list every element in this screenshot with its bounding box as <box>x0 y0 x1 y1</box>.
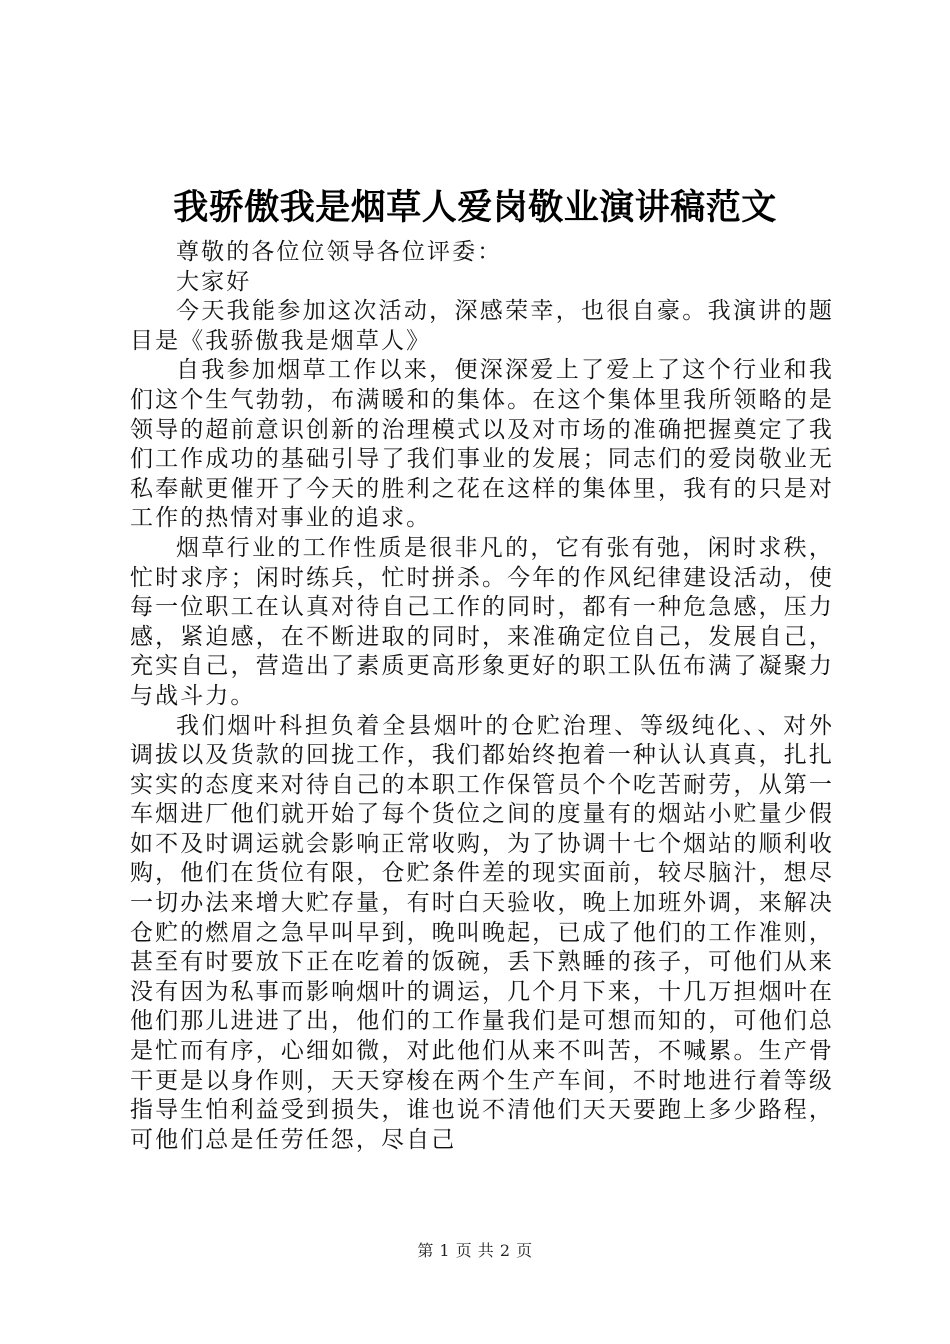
page-footer: 第 1 页 共 2 页 <box>417 1241 533 1260</box>
salutation: 尊敬的各位位领导各位评委： <box>176 239 503 265</box>
paragraph: 烟草行业的工作性质是很非凡的，它有张有弛，闲时求秩，忙时求序；闲时练兵，忙时拼杀。今年的作风纪律建设活动，使每一位职工在认真对待自己工作的同时，都有一种危急感，压力感，紧迫感，在不断进取的同时，来准确定位自己，发展自己，充实自己，营造出了素质更高形象更好的职工队伍布满了凝聚力与战斗力。 <box>130 534 834 709</box>
greeting: 大家好 <box>176 268 252 295</box>
document-body <box>130 238 834 1155</box>
paragraph: 我们烟叶科担负着全县烟叶的仓贮治理、等级纯化、、对外调拔以及货款的回拢工作，我们都始终抱着一种认认真真，扎扎实实的态度来对待自己的本职工作保管员个个吃苦耐劳，从第一车烟进厂他们就开始了每个货位之间的度量有的烟站小贮量少假如不及时调运就会影响正常收购，为了协调十七个烟站的顺利收购，他们在货位有限，仓贮条件差的现实面前，较尽脑汁，想尽一切办法来增大贮存量，有时白天验收，晚上加班外调，来解决仓贮的燃眉之急早叫早到，晚叫晚起，已成了他们的工作准则，甚至有时要放下正在吃着的饭碗，丢下熟睡的孩子，可他们从来没有因为私事而影响烟叶的调运，几个月下来，十几万担烟叶在他们那儿进进了出，他们的工作量我们是可想而知的，可他们总是忙而有序，心细如微，对此他们从来不叫苦，不喊累。生产骨干更是以身作则，天天穿梭在两个生产车间，不时地进行着等级指导生怕利益受到损失，谁也说不清他们天天要跑上多少路程，可他们总是任劳任怨，尽自己 <box>130 712 834 1153</box>
paragraph: 自我参加烟草工作以来，便深深爱上了爱上了这个行业和我们这个生气勃勃，布满暖和的集体。在这个集体里我所领略的是领导的超前意识创新的治理模式以及对市场的准确把握奠定了我们工作成功的基础引导了我们事业的发展；同志们的爱岗敬业无私奉献更催开了今天的胜利之花在这样的集体里，我有的只是对工作的热情对事业的追求。 <box>130 357 834 532</box>
document-title: 我骄傲我是烟草人爱岗敬业演讲稿范文 <box>173 187 777 228</box>
paragraph: 今天我能参加这次活动，深感荣幸，也很自豪。我演讲的题目是《我骄傲我是烟草人》 <box>130 298 834 354</box>
